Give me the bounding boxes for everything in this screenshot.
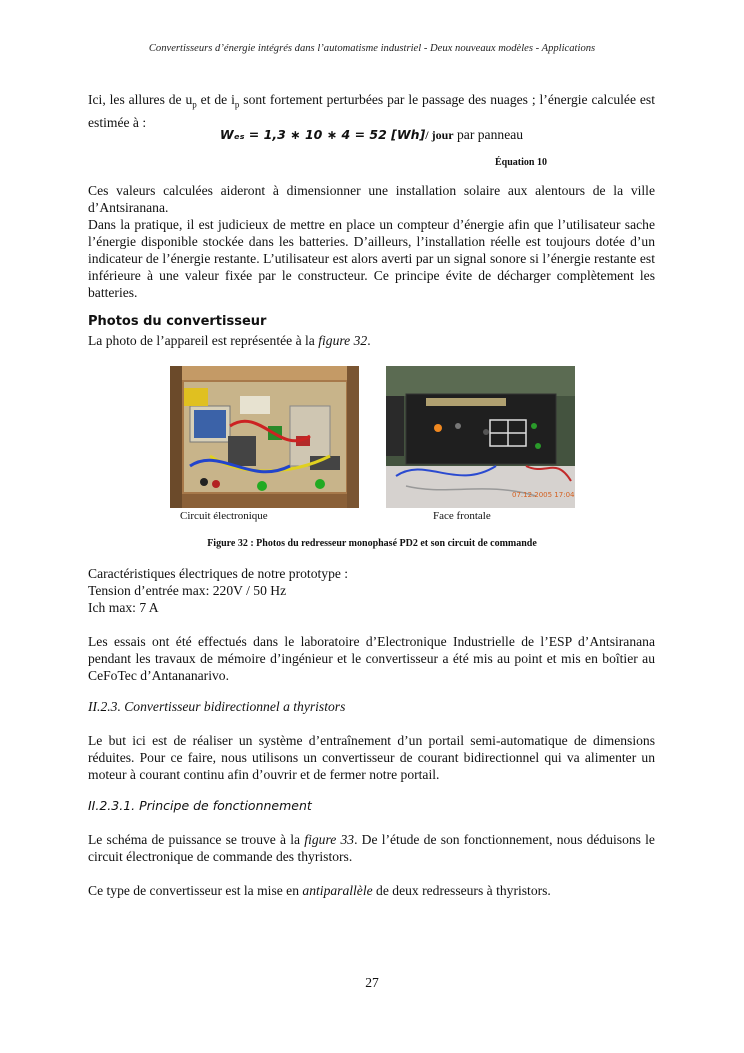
- paragraph-purpose: Le but ici est de réaliser un système d’entraînement d’un portail semi-automatique de dimensions réduites. Pour ce faire, nous utilisons un convertisseur de courant bidirectionnel qui va alimenter un moteur à courant continu afin d’ouvrir et de fermer notre portail.: [88, 733, 655, 782]
- equation-unit: / jour: [425, 128, 454, 142]
- photo-circuit-illustration: [170, 366, 359, 508]
- photo-right-caption: Face frontale: [433, 510, 491, 522]
- equation-label: Équation 10: [495, 157, 547, 168]
- figure-caption: Figure 32 : Photos du redresseur monophasé PD2 et son circuit de commande: [207, 538, 537, 549]
- page-number: 27: [365, 975, 379, 990]
- paragraph-power-schema: Le schéma de puissance se trouve à la figure 33. De l’étude de son fonctionnement, nous déduisons le circuit électronique de commande des thyristors.: [88, 832, 655, 864]
- equation: [88, 127, 655, 143]
- photo-left-caption: Circuit électronique: [180, 510, 268, 522]
- photo-circuit-electronique: [170, 366, 359, 508]
- running-header: Convertisseurs d’énergie intégrés dans l’automatisme industriel - Deux nouveaux modèles - Applications: [148, 43, 596, 54]
- section-heading-2-2-3: II.2.3. Convertisseur bidirectionnel a thyristors: [88, 699, 346, 714]
- equation-math: Wₑₛ = 1,3 ∗ 10 ∗ 4 = 52 [Wh]: [219, 127, 426, 142]
- photo-face-illustration: [386, 366, 575, 508]
- spec-voltage: Tension d’entrée max: 220V / 50 Hz: [88, 583, 287, 598]
- paragraph-tests: Les essais ont été effectués dans le laboratoire d’Electronique Industrielle de l’ESP d’Antsiranana pendant les travaux de mémoire d’ingénieur et le convertisseur a été mis au point et mis en boîtier au CeFoTec d’Antananarivo.: [88, 634, 655, 683]
- photo-face-frontale: [386, 366, 575, 508]
- photos-intro: La photo de l’appareil est représentée à la figure 32.: [88, 333, 371, 348]
- section-heading-2-2-3-1: II.2.3.1. Principe de fonctionnement: [88, 798, 312, 813]
- specs-block: [88, 565, 655, 616]
- equation-suffix: par panneau: [453, 127, 524, 142]
- photos-heading: Photos du convertisseur: [88, 314, 267, 329]
- paragraph-dimension: Ces valeurs calculées aideront à dimensionner une installation solaire aux alentours de la ville d’Antsiranana.: [88, 183, 655, 215]
- specs-title: Caractéristiques électriques de notre prototype :: [88, 566, 349, 581]
- photo-timestamp: 07.12.2005 17:04: [512, 491, 575, 499]
- spec-current: Ich max: 7 A: [88, 600, 159, 615]
- paragraph-energy-estimate: Ici, les allures de $u_p$ et de $i_p$ sont fortement perturbées par le passage des nuages ; l’énergie calculée est estimée à :: [88, 92, 655, 130]
- paragraph-antiparallel: Ce type de convertisseur est la mise en antiparallèle de deux redresseurs à thyristors.: [88, 883, 551, 898]
- paragraph-energy-meter: Dans la pratique, il est judicieux de mettre en place un compteur d’énergie afin que l’utilisateur sache l’énergie disponible stockée dans les batteries. D’ailleurs, l’installation réelle est toujours dotée d’un indicateur de l’énergie restante. L’utilisateur est alors averti par un signal sonore si l’énergie restante est inférieure à une valeur fixée par le constructeur. Ce principe évite de décharger complètement les batteries.: [88, 217, 655, 300]
